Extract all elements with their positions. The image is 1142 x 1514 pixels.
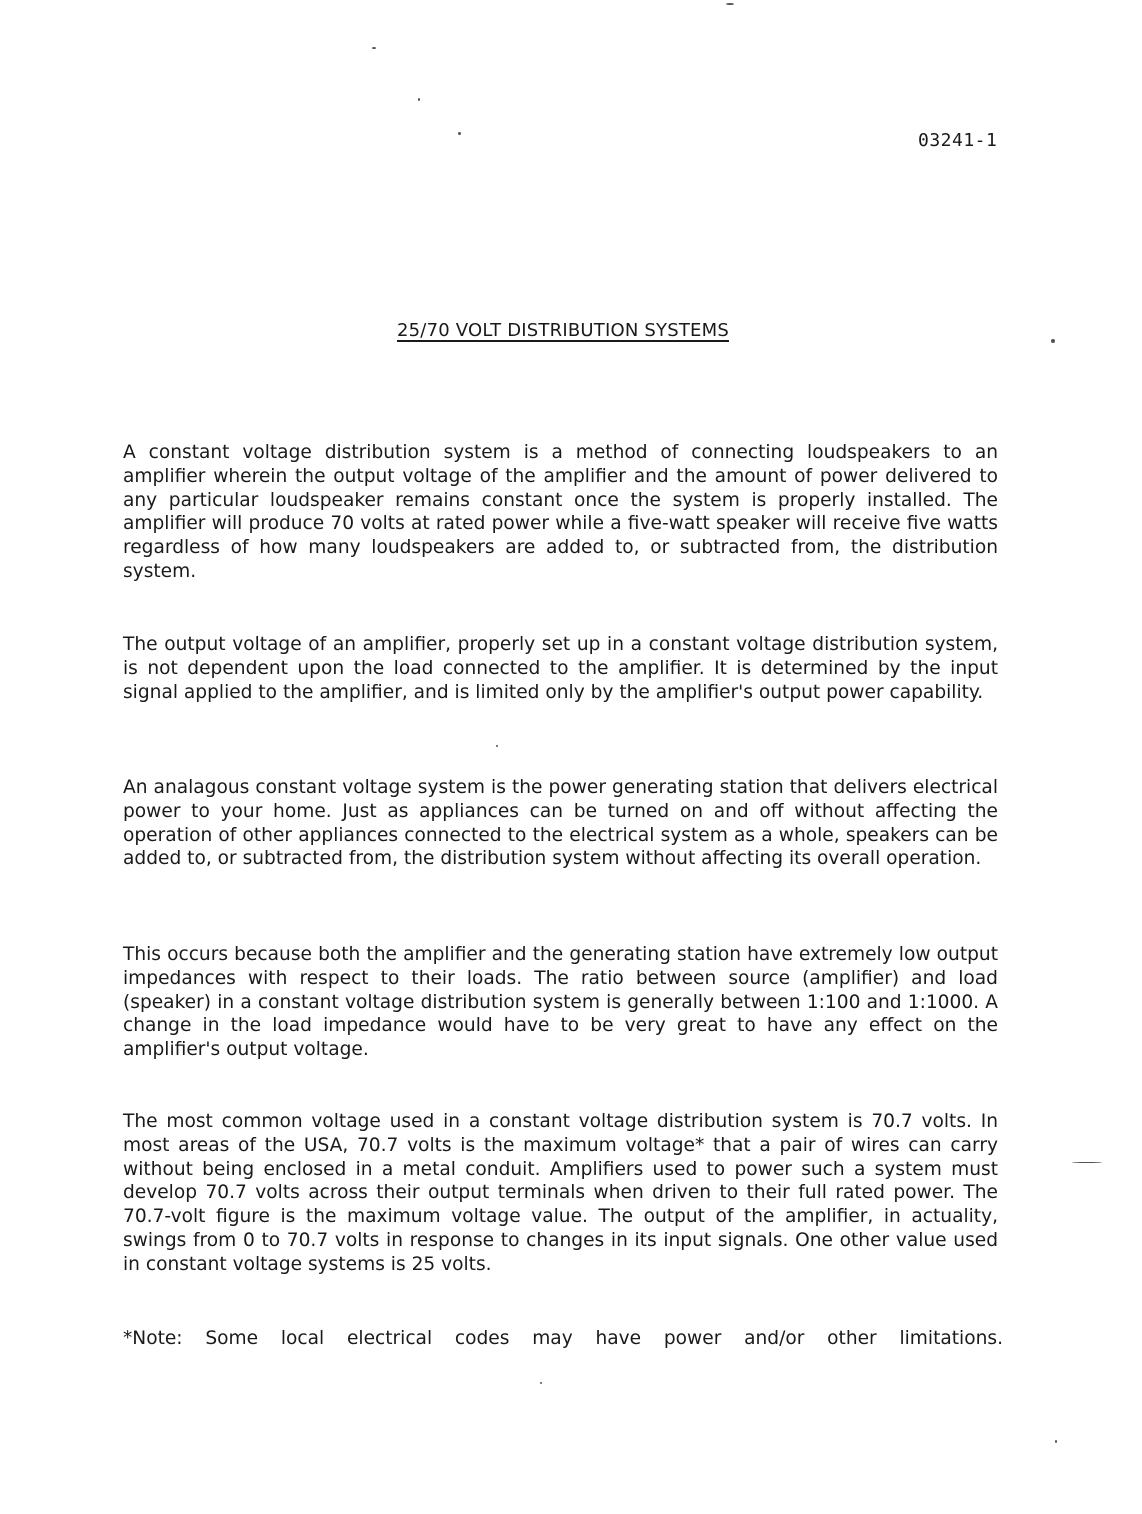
scan-speck [1051,339,1055,343]
scan-speck [726,3,734,5]
scan-speck [496,745,498,747]
paragraph: A constant voltage distribution system is a method of connecting loudspeakers to an amplifier wherein the output voltage of the amplifier and the amount of power delivered to any particular loudspeaker remains constant once the system is properly installed. The amplifier will produce 70 volts at rated power while a five-watt speaker will receive five watts regardless of how many loudspeakers are added to, or subtracted from, the distribution system. [123,442,998,582]
scan-speck [540,1382,542,1384]
paragraph: This occurs because both the amplifier and the generating station have extremely low output impedances with respect to their loads. The ratio between source (amplifier) and load (speaker) in a constant voltage distribution system is generally between 1:100 and 1:1000. A change in the load impedance would have to be very great to have any effect on the amplifier's output voltage. [123,944,998,1061]
footnote: *Note: Some local electrical codes may have power and/or other limitations. [123,1328,1003,1349]
document-number: 03241-1 [918,130,998,151]
scan-speck [1055,1440,1057,1443]
paragraph: The output voltage of an amplifier, properly set up in a constant voltage distribution system, is not dependent upon the load connected to the amplifier. It is determined by the input signal applied to the amplifier, and is limited only by the amplifier's output power capability. [123,634,998,703]
scan-speck [372,47,376,49]
paragraph: The most common voltage used in a constant voltage distribution system is 70.7 volts. In most areas of the USA, 70.7 volts is the maximum voltage* that a pair of wires can carry without being enclosed in a metal conduit. Amplifiers used to power such a system must develop 70.7 volts across their output terminals when driven to their full rated power. The 70.7-volt figure is the maximum voltage value. The output of the amplifier, in actuality, swings from 0 to 70.7 volts in response to changes in its input signals. One other value used in constant voltage systems is 25 volts. [123,1111,998,1275]
scan-speck [418,98,420,101]
scan-speck [458,132,461,135]
page-title: 25/70 VOLT DISTRIBUTION SYSTEMS [397,320,729,341]
paragraph: An analagous constant voltage system is the power generating station that delivers electrical power to your home. Just as appliances can be turned on and off without affecting the operation of other appliances connected to the electrical system as a whole, speakers can be added to, or subtracted from, the distribution system without affecting its overall operation. [123,777,998,870]
scan-speck [1072,1162,1102,1163]
